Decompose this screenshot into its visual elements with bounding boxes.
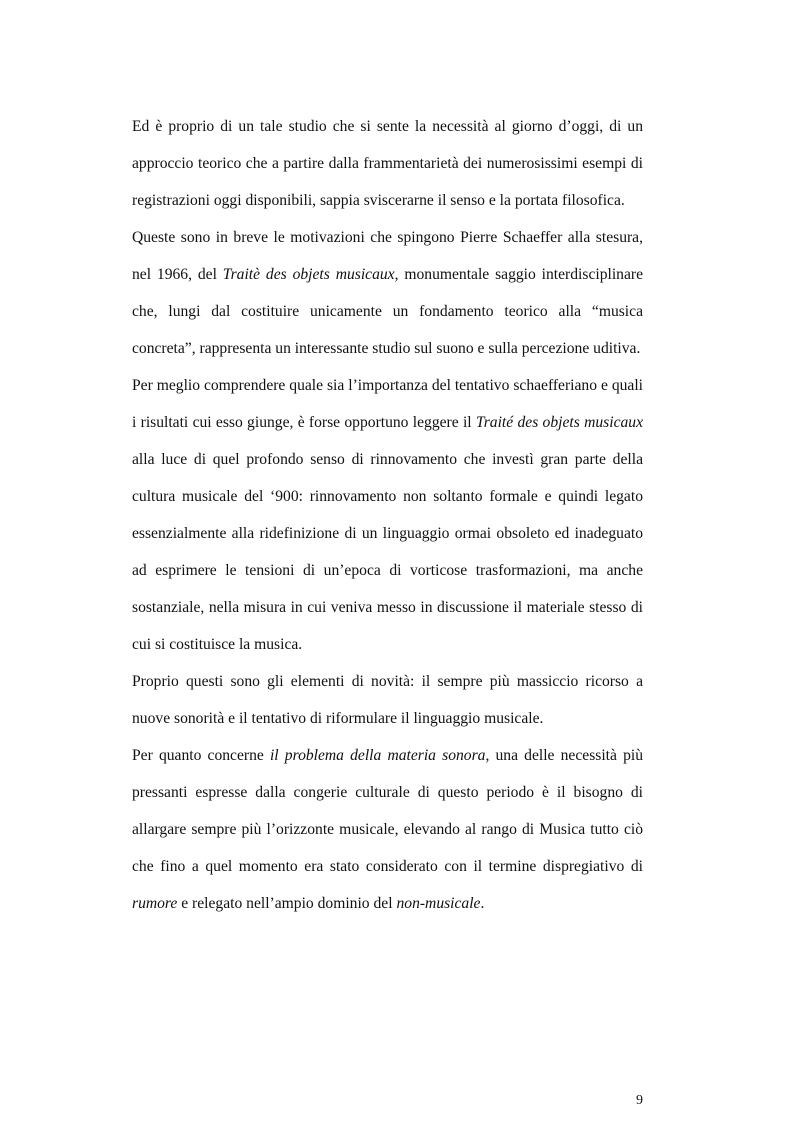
paragraph xyxy=(132,367,643,663)
body-text xyxy=(132,108,643,922)
text-run: Per quanto concerne xyxy=(132,747,270,764)
text-run: Ed è proprio di un tale studio che si sente la necessità al giorno d’oggi, di un approccio teorico che a partire dalla frammentarietà dei numerosissimi esempi di registrazioni oggi disponibili, sappia sviscerarne il senso e la portata filosofica. xyxy=(132,118,643,209)
italic-phrase: il problema della materia sonora xyxy=(269,747,486,764)
paragraph xyxy=(132,108,643,219)
italic-term: non-musicale xyxy=(396,895,481,912)
text-run: e relegato nell’ampio dominio del xyxy=(177,895,397,912)
italic-term: rumore xyxy=(132,895,178,912)
text-run: , una delle necessità più pressanti espresse dalla congerie culturale di questo periodo è il bisogno di allargare sempre più l’orizzonte musicale, elevando al rango di Musica tutto ciò che fino a quel momento era stato considerato con il termine dispregiativo di xyxy=(132,747,643,875)
italic-title: Traité des objets musicaux xyxy=(475,414,644,431)
text-run: , monumentale saggio interdisciplinare che, lungi dal costituire unicamente un fondamento teorico alla “musica concreta”, rappresenta un interessante studio sul suono e sulla percezione uditiva. xyxy=(132,266,643,357)
paragraph xyxy=(132,663,643,737)
paragraph xyxy=(132,219,643,367)
text-run: Queste sono in breve le motivazioni che spingono Pierre Schaeffer alla stesura, nel 1966, del xyxy=(132,229,643,283)
text-run: Per meglio comprendere quale sia l’importanza del tentativo schaefferiano e quali i risultati cui esso giunge, è forse opportuno leggere il xyxy=(132,377,643,431)
text-run: Proprio questi sono gli elementi di novità: il sempre più massiccio ricorso a nuove sonorità e il tentativo di riformulare il linguaggio musicale. xyxy=(132,673,643,727)
text-run: alla luce di quel profondo senso di rinnovamento che investì gran parte della cultura musicale del ‘900: rinnovamento non soltanto formale e quindi legato essenzialmente alla ridefinizione di un linguaggio ormai obsoleto ed inadeguato ad esprimere le tensioni di un’epoca di vorticose trasformazioni, ma anche sostanziale, nella misura in cui veniva messo in discussione il materiale stesso di cui si costituisce la musica. xyxy=(132,451,643,653)
text-run: . xyxy=(480,895,485,912)
paragraph xyxy=(132,737,643,922)
page-number: 9 xyxy=(636,1093,643,1108)
italic-title: Traitè des objets musicaux xyxy=(222,266,395,283)
